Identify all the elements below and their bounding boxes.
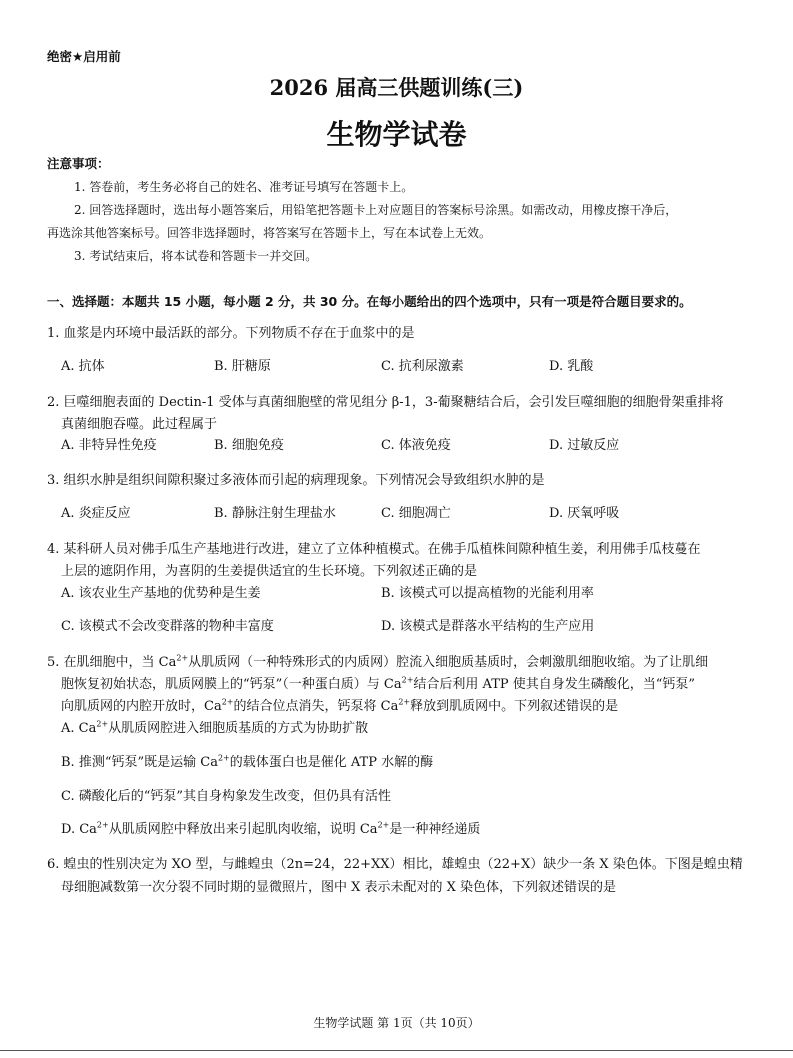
question-2-stem: 2. 巨噬细胞表面的 Dectin-1 受体与真菌细胞壁的常见组分 β-1，3-葡聚糖结合后，会引发巨噬细胞的细胞骨架重排将 xyxy=(47,395,724,410)
q5-option-b: B. 推测“钙泵”既是运输 $Ca^{2+}$的载体蛋白也是催化 ATP 水解的酶 xyxy=(61,753,434,770)
bottom-rule xyxy=(0,1050,793,1051)
q3-option-d: D. 厌氧呼吸 xyxy=(549,506,620,521)
q3-option-b: B. 静脉注射生理盐水 xyxy=(214,506,336,521)
question-2-stem-cont: 真菌细胞吞噬。此过程属于 xyxy=(61,417,218,432)
q4-option-d: D. 该模式是群落水平结构的生产应用 xyxy=(381,619,595,634)
q3-option-c: C. 细胞凋亡 xyxy=(381,506,451,521)
page-footer: 生物学试题 第 1页（共 10页） xyxy=(313,1016,480,1030)
q1-option-b: B. 肝糖原 xyxy=(214,359,271,374)
secret-label: 绝密★启用前 xyxy=(47,49,121,64)
q5-option-d: D. $Ca^{2+}$从肌质网腔中释放出来引起肌肉收缩，说明 $Ca^{2+}$是一种神经递质 xyxy=(61,820,481,837)
q2-option-d: D. 过敏反应 xyxy=(549,438,620,453)
q2-option-a: A. 非特异性免疫 xyxy=(61,438,157,453)
exam-subtitle: 生物学试卷 xyxy=(326,118,467,151)
notice-item-1: 1. 答卷前，考生务必将自己的姓名、准考证号填写在答题卡上。 xyxy=(74,180,414,194)
q4-option-a: A. 该农业生产基地的优势种是生姜 xyxy=(61,586,261,601)
notice-item-3: 3. 考试结束后，将本试卷和答题卡一并交回。 xyxy=(74,249,318,263)
q4-option-c: C. 该模式不会改变群落的物种丰富度 xyxy=(61,619,274,634)
notice-item-2-cont: 再选涂其他答案标号。回答非选择题时，将答案写在答题卡上，写在本试卷上无效。 xyxy=(47,226,492,240)
q1-option-d: D. 乳酸 xyxy=(549,359,594,374)
section-heading: 一、选择题：本题共 15 小题，每小题 2 分，共 30 分。在每小题给出的四个选项中，只有一项是符合题目要求的。 xyxy=(47,294,692,309)
q2-option-c: C. 体液免疫 xyxy=(381,438,451,453)
question-4-stem: 4. 某科研人员对佛手瓜生产基地进行改进，建立了立体种植模式。在佛手瓜植株间隙种植生姜，利用佛手瓜枝蔓在 xyxy=(47,542,701,557)
question-6-stem: 6. 蝗虫的性别决定为 XO 型，与雌蝗虫（2n=24，22+XX）相比，雄蝗虫（22+X）缺少一条 X 染色体。下图是蝗虫精 xyxy=(47,857,743,872)
q3-option-a: A. 炎症反应 xyxy=(61,506,131,521)
notice-heading: 注意事项： xyxy=(47,156,110,171)
question-4-stem-cont: 上层的遮阴作用，为喜阴的生姜提供适宜的生长环境。下列叙述正确的是 xyxy=(61,564,478,579)
q5-option-a: A. $Ca^{2+}$从肌质网腔进入细胞质基质的方式为协助扩散 xyxy=(61,719,369,736)
q2-option-b: B. 细胞免疫 xyxy=(214,438,284,453)
exam-title: 2026 届高三供题训练(三) xyxy=(269,75,524,100)
question-5-line-1: 5. 在肌细胞中，当 $Ca^{2+}$从肌质网（一种特殊形式的内质网）腔流入细胞质基质时，会刺激肌细胞收缩。为了让肌细 xyxy=(47,653,709,670)
q1-option-a: A. 抗体 xyxy=(61,359,105,374)
question-5-line-2: 胞恢复初始状态，肌质网膜上的“钙泵”（一种蛋白质）与 $Ca^{2+}$结合后利用 ATP 使其自身发生磷酸化，当“钙泵” xyxy=(61,675,696,692)
notice-item-2: 2. 回答选择题时，选出每小题答案后，用铅笔把答题卡上对应题目的答案标号涂黑。如需改动，用橡皮擦干净后， xyxy=(74,203,678,217)
question-6-stem-cont: 母细胞减数第一次分裂不同时期的显微照片，图中 X 表示未配对的 X 染色体，下列叙述错误的是 xyxy=(61,880,617,895)
question-3-stem: 3. 组织水肿是组织间隙积聚过多液体而引起的病理现象。下列情况会导致组织水肿的是 xyxy=(47,473,545,488)
q1-option-c: C. 抗利尿激素 xyxy=(381,359,464,374)
question-1-stem: 1. 血浆是内环境中最活跃的部分。下列物质不存在于血浆中的是 xyxy=(47,326,415,341)
q5-option-c: C. 磷酸化后的“钙泵”其自身构象发生改变，但仍具有活性 xyxy=(61,789,392,804)
q4-option-b: B. 该模式可以提高植物的光能利用率 xyxy=(381,586,594,601)
question-5-line-3: 向肌质网的内腔开放时，$Ca^{2+}$的结合位点消失，钙泵将 $Ca^{2+}$释放到肌质网中。下列叙述错误的是 xyxy=(61,697,619,714)
